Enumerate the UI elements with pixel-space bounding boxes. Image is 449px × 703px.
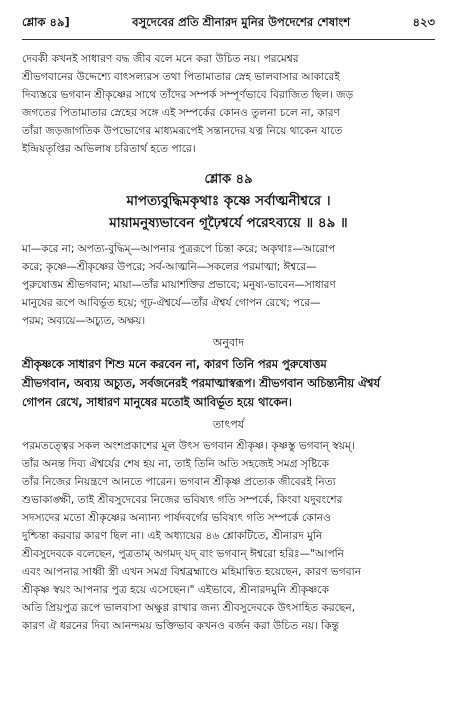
intro-paragraph bbox=[22, 50, 435, 158]
text-line: শ্রীভগবানের উদ্দেশ্যে বাৎসল্যরস তথা পিতামাতার স্নেহ ভালবাসার আকারেই bbox=[22, 71, 340, 83]
book-page bbox=[22, 14, 435, 635]
verse-line-1: মাপত্যবুদ্ধিমকৃথাঃ কৃষ্ণে সর্বাত্মনীশ্বরে । bbox=[126, 193, 331, 209]
synonyms-section bbox=[22, 240, 435, 330]
text-line: দেবকী কখনই সাধারণ বদ্ধ জীব বলে মনে করা উচিত নয়। পরমেশ্বর bbox=[22, 53, 299, 65]
synonym-line: মানুষের রূপে আবির্ভূত হয়ে; গূঢ়-ঐশ্বর্যে—তাঁর ঐশ্বর্য গোপন রেখে; পরে— bbox=[22, 297, 321, 309]
verse-title: শ্লোক ৪৯ bbox=[204, 172, 253, 187]
text-line: ইন্দ্রিয়তৃপ্তির অভিলাষ চরিতার্থ হতে পারে। bbox=[22, 143, 196, 155]
purport-line: তাঁর অনন্ত দিব্য ঐশ্বর্যের শেষ হয় না, তাই তিনি অতি সহজেই সমগ্র সৃষ্টিকে bbox=[22, 458, 330, 470]
synonym-line: মা—করে না; অপত্য-বুদ্ধিম্—আপনার পুত্ররূপে চিন্তা করে; অকৃথাঃ—আরোপ bbox=[22, 243, 336, 255]
purport-line: পরমতত্ত্বের সকল অংশপ্রকাশের মূল উৎস ভগবান শ্রীকৃষ্ণ। কৃষ্ণস্তু ভগবান্ স্বয়ম্। bbox=[22, 440, 355, 452]
purport-line: শুভাকাঙ্ক্ষী, তাই শ্রীবসুদেবের নিজের ভবিষ্যৎ গতি সম্পর্কে, কিংবা যদুবংশের bbox=[22, 494, 343, 506]
purport-line: তাঁর নিজের নিয়ন্ত্রণে আনতে পারেন। ভগবান শ্রীকৃষ্ণ প্রত্যেক জীবেরই নিত্য bbox=[22, 476, 336, 488]
translation-line: শ্রীভগবান, অব্যয় অচ্যুত, সর্বজনেরই পরমাত্মাস্বরূপ। শ্রীভগবান অচিন্ত্যনীয় ঐশ্বর্য bbox=[22, 377, 380, 390]
translation-line: শ্রীকৃষ্ণকে সাধারণ শিশু মনে করবেন না, কারণ তিনি পরম পুরুষোত্তম bbox=[22, 358, 327, 371]
page-header bbox=[22, 14, 435, 40]
text-line: দিব্যস্তরে ভগবান শ্রীকৃষ্ণের সাথে তাঁদের সম্পর্ক সম্পূর্ণভাবে বিরাজিত ছিল। জড় bbox=[22, 89, 354, 101]
text-line: তাঁরা জড়জাগতিক উপভোগের মাধ্যমরূপেই সন্তানদের যত্ন নিয়ে থাকেন যাতে bbox=[22, 125, 343, 137]
synonym-line: করে; কৃষ্ণে—শ্রীকৃষ্ণের উপরে; সর্ব-আত্মনি—সকলের পরমাত্মা; ঈশ্বরে— bbox=[22, 261, 317, 273]
page-number: ৪২৩ bbox=[412, 15, 435, 29]
purport-title: তাৎপর্য bbox=[212, 418, 245, 431]
chapter-title: বসুদেবের প্রতি শ্রীনারদ মুনির উপদেশের শেষাংশ bbox=[132, 15, 351, 29]
synonym-line: পরম; অব্যয়ে—অচ্যুত, অক্ষয়। bbox=[22, 315, 146, 327]
translation-section bbox=[22, 355, 435, 412]
verse-reference: শ্লোক ৪৯] bbox=[22, 15, 70, 29]
purport-line: শ্রীবসুদেবকে বলেছেন, পুত্রতাম্ অগমদ্ যদ্ বাং ভগবান্ ঈশ্বরো হরিঃ—"আপনি bbox=[22, 548, 344, 560]
synonym-line: পুরুষোত্তম শ্রীভগবান; মায়া—তাঁর মায়াশক্তির প্রভাবে; মনুষ্য-ভাবেন—সাধারণ bbox=[22, 279, 336, 291]
translation-title: অনুবাদ bbox=[212, 336, 245, 349]
purport-line: এবং আপনার সাধ্বী স্ত্রী এখন সমগ্র বিশ্বব্রহ্মাণ্ডে মহিমান্বিত হয়েছেন, কারণ ভগবান bbox=[22, 566, 362, 578]
purport-line: দুশ্চিন্তা করবার কারণ ছিল না। এই অধ্যায়ের ৪৬ শ্লোকটিতে, শ্রীনারদ মুনি bbox=[22, 530, 323, 542]
translation-line: গোপন রেখে, সাধারণ মানুষের মতোই আবির্ভূত হয়ে থাকেন। bbox=[22, 396, 292, 409]
purport-line: সদস্যদের মতো শ্রীকৃষ্ণের অন্যান্য পার্ষদবর্গের ভবিষ্যৎ গতি সম্পর্কে কোনও bbox=[22, 512, 331, 524]
purport-section bbox=[22, 437, 435, 635]
purport-line: কারণ ঐ ধরনের দিব্য আনন্দময় ভক্তিভাব কখনও বর্জন করা উচিত নয়। কিন্তু bbox=[22, 620, 339, 632]
purport-line: শ্রীকৃষ্ণ স্বয়ং আপনার পুত্র হয়ে এসেছেন।" এইভাবে, শ্রীনারদমুনি শ্রীকৃষ্ণকে bbox=[22, 584, 330, 596]
text-line: জগতের পিতামাতার স্নেহের সঙ্গে এই সম্পর্কের কোনও তুলনা চলে না, কারণ bbox=[22, 107, 340, 119]
purport-line: অতি প্রিয়পুত্র রূপে ভালবাসা অক্ষুণ্ণ রাখার জন্য শ্রীবসুদেবকে উৎসাহিত করছেন, bbox=[22, 602, 356, 614]
verse-line-2: মায়ামনুষ্যভাবেন গূঢ়ৈশ্বর্যে পরেঽব্যয়ে ॥ ৪৯ ॥ bbox=[109, 215, 348, 231]
